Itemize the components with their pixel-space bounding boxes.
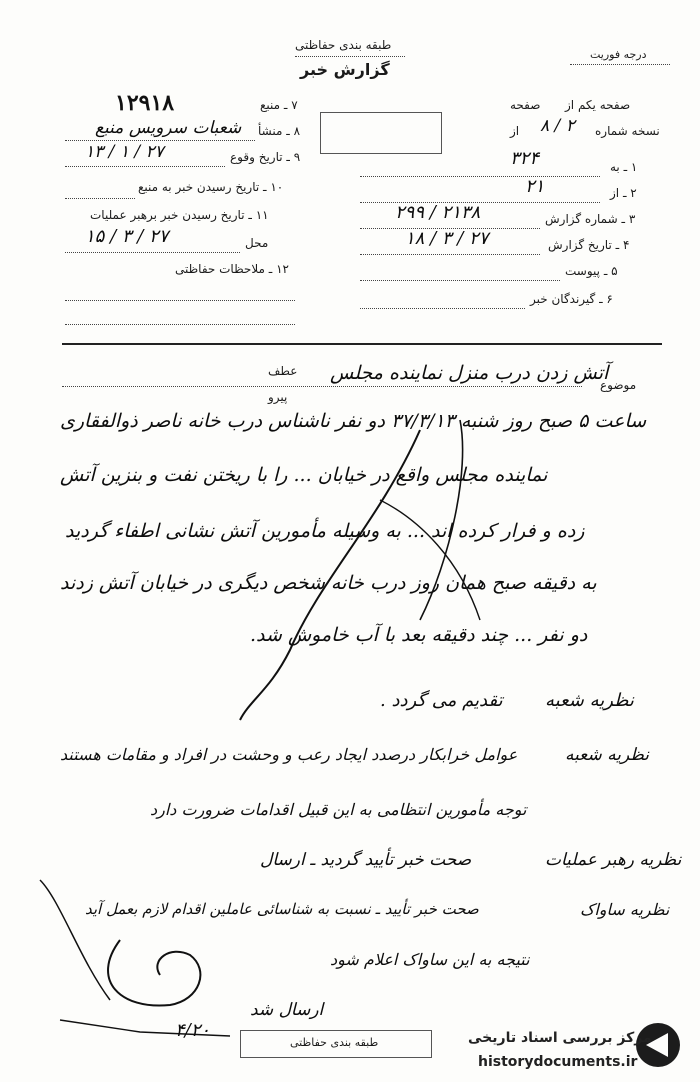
- report-date-label: ۴ ـ تاریخ گزارش: [548, 238, 630, 252]
- page-suffix: صفحه: [510, 98, 541, 112]
- body-line-3: زده و فرار کرده اند ... به وسیله مأمورین آتش نشانی اطفاء گردید: [65, 520, 585, 542]
- page-title: گزارش خبر: [300, 60, 390, 79]
- from-label: ۲ ـ از: [610, 186, 637, 200]
- serial-number: ۱۲۹۱۸: [115, 90, 175, 116]
- date-of-event-label: ۹ ـ تاریخ وقوع: [230, 150, 301, 164]
- attachment-label: ۵ ـ پیوست: [565, 264, 618, 278]
- source-label: ۷ ـ منبع: [260, 98, 298, 112]
- body-line-2: نماینده مجلس واقع در خیابان ... را با ریختن نفت و بنزین آتش: [60, 464, 548, 486]
- note-2-text: عوامل خرابکار درصدد ایجاد رعب و وحشت در افراد و مقامات هستند: [60, 745, 518, 764]
- date-received-ops-label: ۱۱ ـ تاریخ رسیدن خبر برهبر عملیات: [90, 208, 269, 222]
- copy-label: نسخه شماره: [595, 124, 660, 138]
- note-2-label: نظریه شعبه: [565, 745, 649, 765]
- note-3-text: توجه مأمورین انتظامی به این قبیل اقدامات ضرورت دارد: [150, 800, 527, 819]
- origin-value: شعبات سرویس منبع: [95, 118, 242, 138]
- note-4-text: صحت خبر تأیید گردید ـ ارسال: [260, 850, 472, 870]
- ref-label: عطف: [268, 364, 298, 378]
- body-line-4: به دقیقه صبح همان روز درب خانه شخص دیگری در خیابان آتش زدند: [60, 572, 597, 594]
- date-received-source-label: ۱۰ ـ تاریخ رسیدن خبر به منبع: [138, 180, 284, 194]
- location-value: ۲۷ / ۳ / ۱۵: [85, 226, 169, 247]
- classification-bottom: طبقه بندی حفاظتی: [290, 1036, 379, 1049]
- classification-top: طبقه بندی حفاظتی: [295, 38, 392, 52]
- subject-value: آتش زدن درب منزل نماینده مجلس: [330, 362, 609, 384]
- location-label: محل: [245, 236, 269, 250]
- watermark-url: historydocuments.ir: [478, 1054, 638, 1070]
- recipients-label: ۶ ـ گیرندگان خبر: [530, 292, 613, 306]
- page-label: صفحه یکم از: [565, 98, 631, 112]
- signature-note: ارسال شد: [250, 1000, 324, 1020]
- follow-label: پیرو: [268, 390, 288, 404]
- copy-from: از: [510, 124, 520, 138]
- watermark-title: مرکز بررسی اسناد تاریخی: [468, 1030, 652, 1046]
- note-5-label: نظریه ساواک: [580, 900, 670, 919]
- from-value: ۲۱: [525, 176, 545, 197]
- to-value: ۳۲۴: [510, 148, 540, 169]
- subject-label: موضوع: [600, 378, 637, 392]
- report-no-label: ۳ ـ شماره گزارش: [545, 212, 636, 226]
- security-notes-label: ۱۲ ـ ملاحظات حفاظتی: [175, 262, 289, 276]
- date-of-event-value: ۲۷ / ۱ / ۱۳: [85, 142, 164, 162]
- note-6-text: نتیجه به این ساواک اعلام شود: [330, 950, 530, 969]
- note-1-text: تقدیم می گردد .: [380, 690, 503, 711]
- body-line-1: ساعت ۵ صبح روز شنبه ۳۷/۳/۱۳ دو نفر ناشناس درب خانه ناصر ذوالفقاری: [60, 410, 647, 432]
- body-line-5: دو نفر ... چند دقیقه بعد با آب خاموش شد.: [250, 624, 588, 646]
- origin-label: ۸ ـ منشأ: [258, 124, 301, 138]
- note-5-text: صحت خبر تأیید ـ نسبت به شناسائی عاملین اقدام لازم بعمل آید: [85, 900, 479, 918]
- copy-value: ۲ / ۸: [540, 116, 575, 136]
- page-mark: ۴/۲۰: [175, 1020, 211, 1041]
- note-1-label: نظریه شعبه: [545, 690, 634, 711]
- to-label: ۱ ـ به: [610, 160, 638, 174]
- report-date-value: ۲۷ / ۳ / ۱۸: [405, 228, 489, 249]
- priority-label: درجه فوریت: [590, 48, 647, 61]
- note-4-label: نظریه رهبر عملیات: [545, 850, 682, 870]
- report-no-value: ۲۱۳۸ / ۲۹۹: [395, 202, 481, 223]
